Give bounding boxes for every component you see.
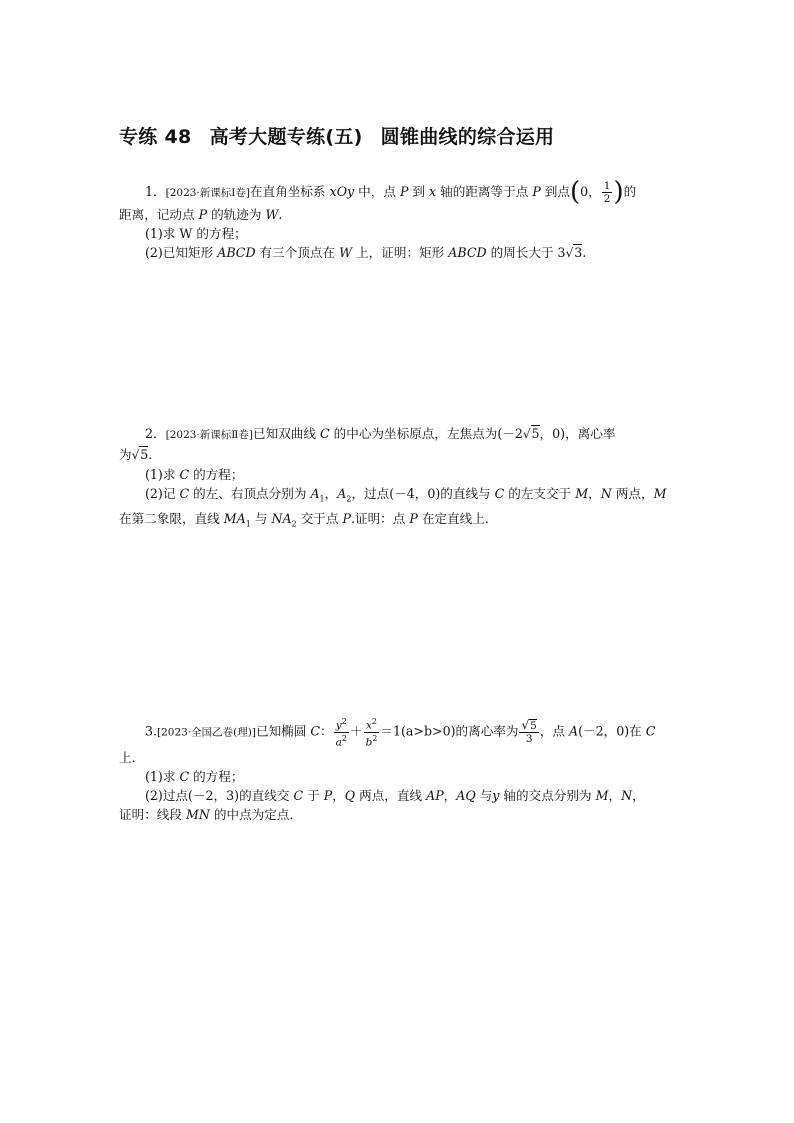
page-title: 专练 48 高考大题专练(五) 圆锥曲线的综合运用 (119, 126, 555, 148)
problem-2-q2: (2)记 C 的左、右顶点分别为 $A_1$，$A_2$，过点(－4，0)的直线与 C 的左支交于 M，N 两点，M (145, 486, 667, 504)
problem-3-q1: (1)求 C 的方程； (145, 769, 244, 784)
problem-3: 3.[2023·全国乙卷(理)]已知椭圆 C： $\frac{y^2}{a^2}$ ＋ $\frac{x^2}{b^2}$ ＝1(a>b>0)的离心率为 $\frac{√5}{3}$ ，点 A(－2，0)在 C 上． (1)求 C 的方程； (2)过点(－2，3)的直线交 C 于 P，Q 两点，直线 AP，AQ 与y 轴的交点分别为 M，N， 证明：线段 MN 的中点为定点． (119, 716, 679, 824)
problem-2: 2．[2023·新课标Ⅱ卷]已知双曲线 C 的中心为坐标原点，左焦点为(－2√5，0)，离心率 为√5. (1)求 C 的方程； (2)记 C 的左、右顶点分别为 $A_1$，$A_2$，过点(－4，0)的直线与 C 的左支交于 M，N 两点，M 在第二象限，直线 $MA_1$ 与 $NA_2$ 交于点 P.证明：点 P 在定直线上． (119, 424, 679, 533)
problem-1-q2: (2)已知矩形 ABCD 有三个顶点在 W 上，证明：矩形 ABCD 的周长大于 3√3. (145, 245, 587, 260)
problem-1-q1: (1)求 W 的方程； (145, 226, 247, 241)
problem-3-q2: (2)过点(－2，3)的直线交 C 于 P，Q 两点，直线 AP，AQ 与y 轴的交点分别为 M，N， (145, 788, 645, 803)
problem-2-q1: (1)求 C 的方程； (145, 467, 244, 482)
problem-1: 1．[2023·新课标Ⅰ卷]在直角坐标系 xOy 中，点 P 到 x 轴的距离等于点 P 到点(0， $\frac{1}{2}$ )的 距离，记动点 P 的轨迹为 W. (1)求 W 的方程； (2)已知矩形 ABCD 有三个顶点在 W 上，证明：矩形 ABCD 的周长大于 3√3. (119, 180, 679, 263)
